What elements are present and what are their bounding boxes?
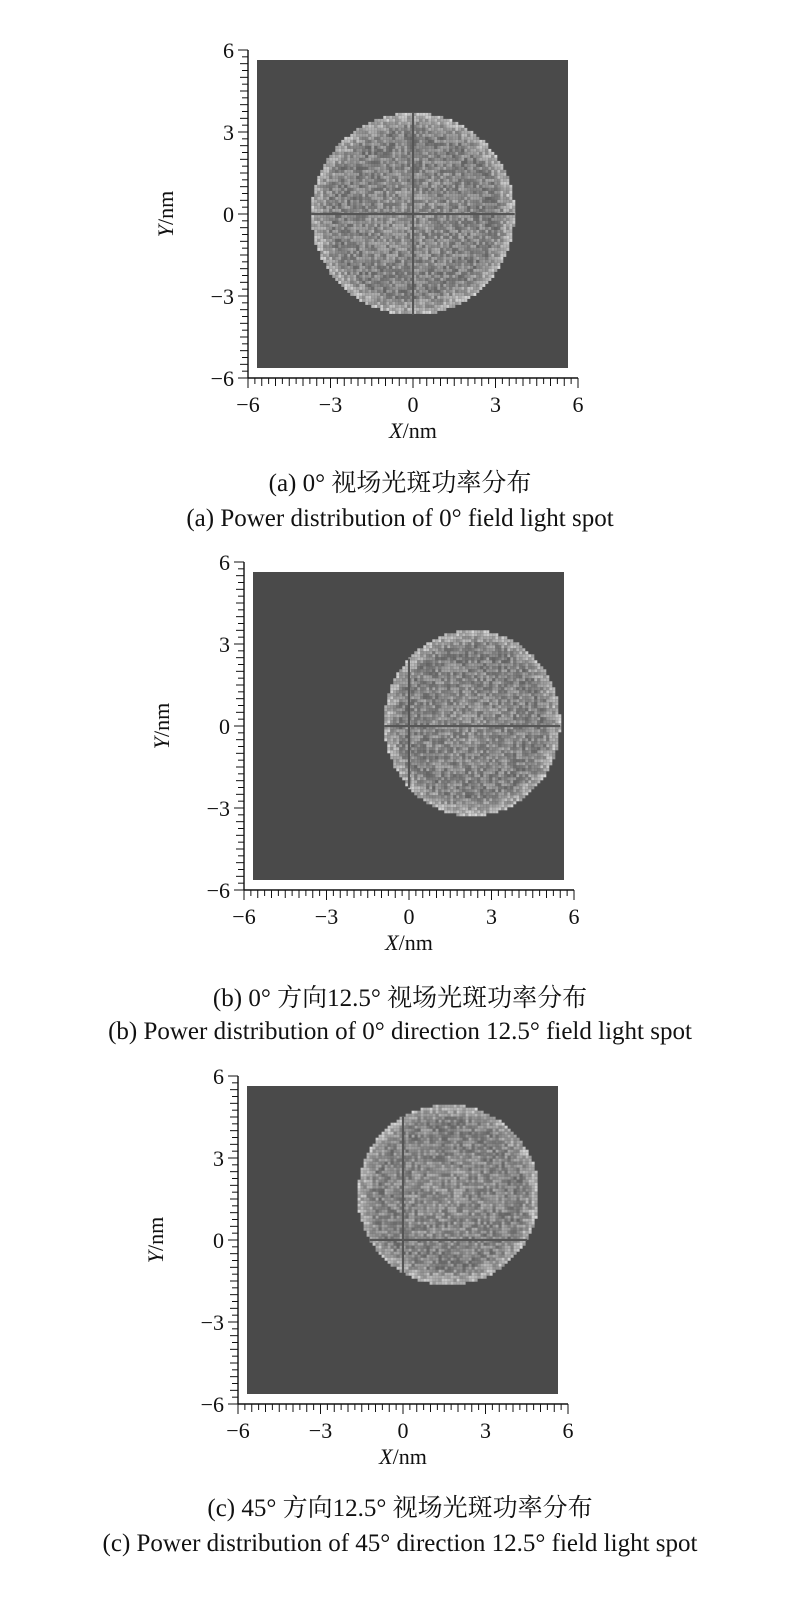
x-axis-label: X/nm (389, 418, 437, 443)
caption-en-b: (b) Power distribution of 0° direction 12.5° field light spot (108, 1018, 692, 1045)
x-tick-label: 0 (403, 904, 415, 929)
x-tick-label: 6 (562, 1418, 574, 1443)
x-tick-label: 6 (572, 392, 584, 417)
y-tick-label: 3 (219, 632, 230, 657)
x-tick-label: 3 (480, 1418, 491, 1443)
x-tick-label: −6 (226, 1418, 250, 1443)
y-axis-label: Y/nm (149, 702, 174, 750)
x-tick-label: 0 (397, 1418, 409, 1443)
caption-en-a: (a) Power distribution of 0° field light spot (186, 505, 614, 532)
y-tick-label: 6 (219, 550, 230, 575)
x-tick-label: −3 (314, 904, 339, 929)
y-tick-label: −3 (200, 1310, 224, 1335)
x-tick-label: −6 (232, 904, 256, 929)
caption-cn-a: (a) 0° 视场光斑功率分布 (268, 470, 532, 497)
y-axis-label: Y/nm (153, 190, 178, 238)
y-tick-label: 0 (219, 714, 230, 739)
caption-cn-c: (c) 45° 方向12.5° 视场光斑功率分布 (207, 1495, 593, 1522)
caption-en-c: (c) Power distribution of 45° direction 12.5° field light spot (102, 1530, 698, 1557)
x-tick-label: 0 (407, 392, 419, 417)
x-tick-label: −6 (236, 392, 260, 417)
y-tick-label: −6 (210, 366, 234, 391)
y-axis-label: Y/nm (143, 1216, 168, 1264)
light-spot (358, 1105, 538, 1285)
y-tick-label: −6 (206, 878, 230, 903)
x-tick-label: −3 (318, 392, 343, 417)
y-tick-label: 3 (223, 120, 234, 145)
y-tick-label: −3 (210, 284, 234, 309)
x-axis-label: X/nm (385, 930, 433, 955)
x-tick-label: 6 (568, 904, 580, 929)
y-tick-label: 6 (213, 1064, 224, 1089)
x-tick-label: −3 (308, 1418, 333, 1443)
y-tick-label: −6 (200, 1392, 224, 1417)
y-tick-label: 0 (213, 1228, 224, 1253)
y-tick-label: 3 (213, 1146, 224, 1171)
y-tick-label: 6 (223, 38, 234, 63)
y-tick-label: −3 (206, 796, 230, 821)
caption-cn-b: (b) 0° 方向12.5° 视场光斑功率分布 (212, 985, 588, 1012)
x-tick-label: 3 (490, 392, 501, 417)
y-tick-label: 0 (223, 202, 234, 227)
x-tick-label: 3 (486, 904, 497, 929)
x-axis-label: X/nm (379, 1444, 427, 1469)
